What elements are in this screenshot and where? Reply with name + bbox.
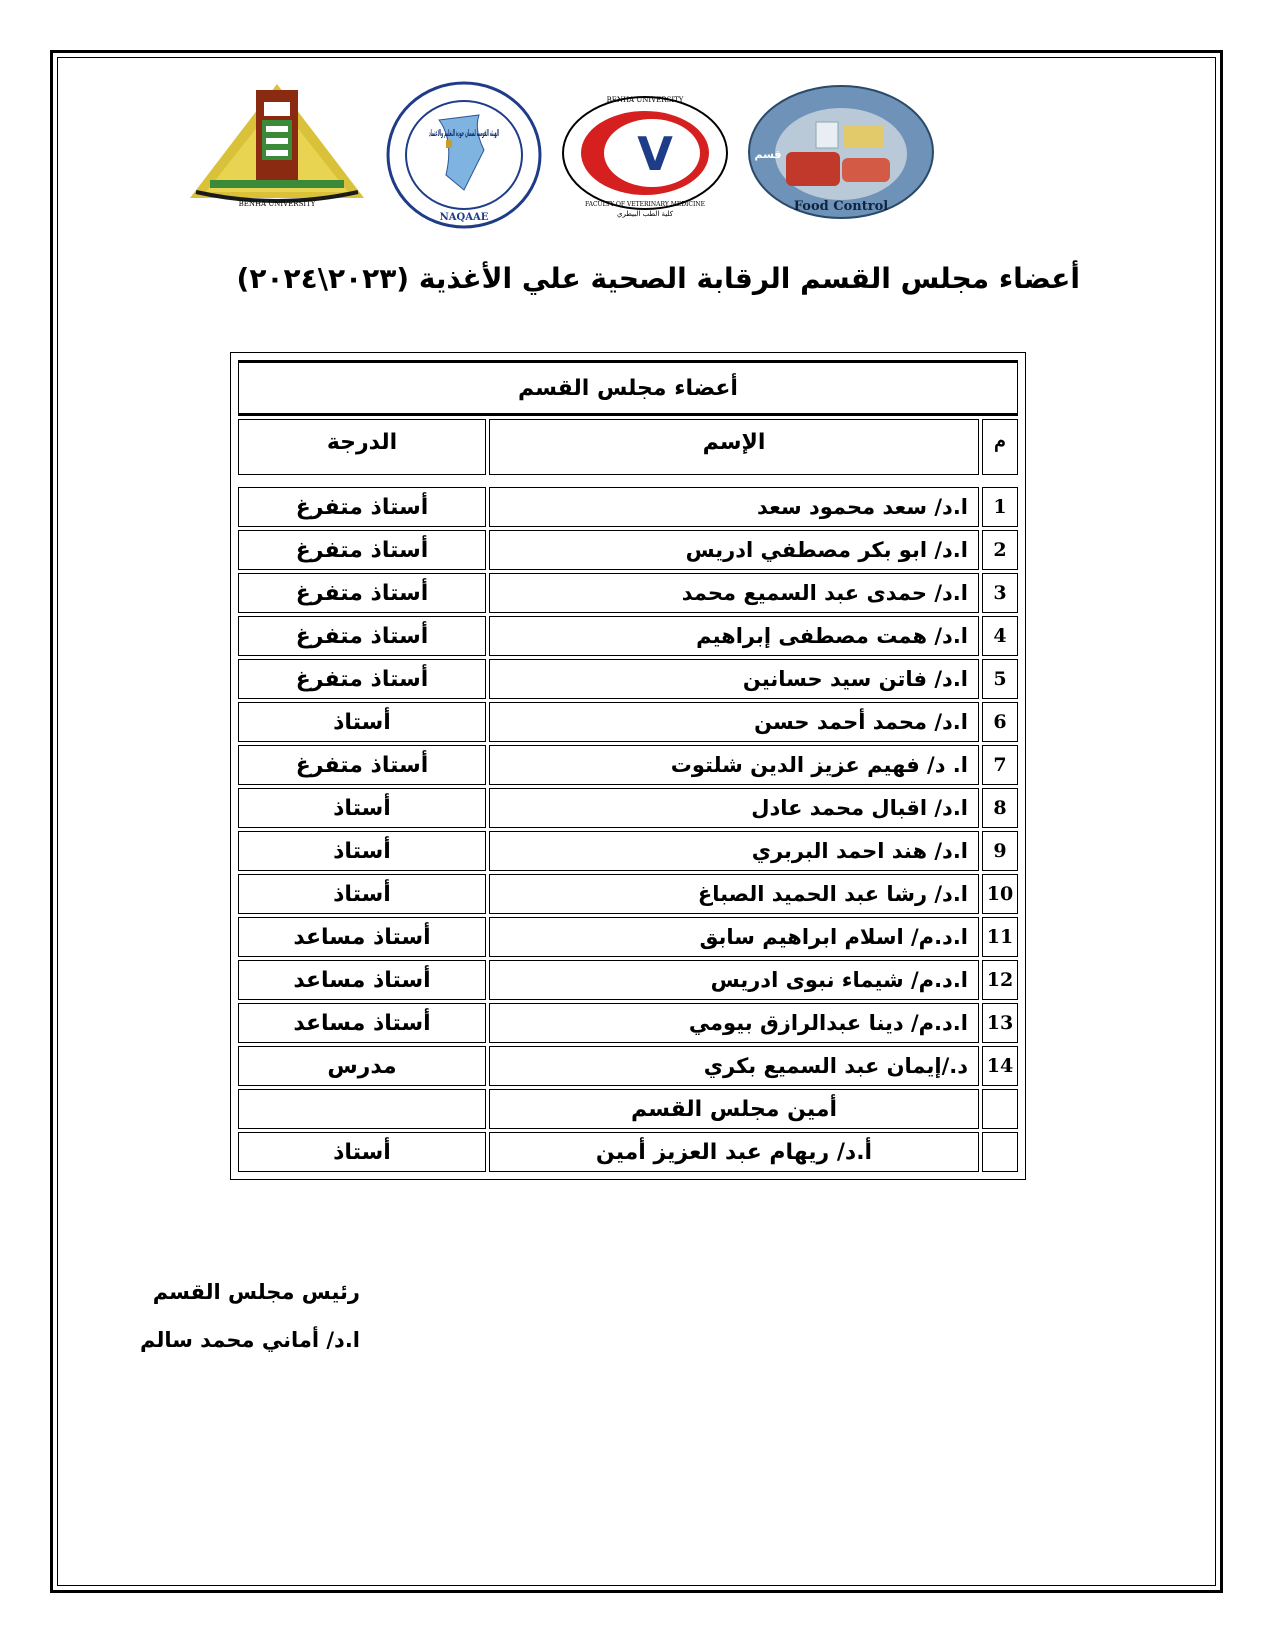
row-number: 10 — [982, 874, 1018, 914]
row-number: 14 — [982, 1046, 1018, 1086]
member-rank: أستاذ متفرغ — [238, 616, 486, 656]
table-row — [238, 874, 1018, 914]
member-rank: أستاذ متفرغ — [238, 573, 486, 613]
table-header-row — [238, 419, 1018, 475]
row-number: 2 — [982, 530, 1018, 570]
naqaae-logo — [384, 80, 544, 230]
food-control-arabic: قسم — [754, 148, 782, 161]
row-number: 8 — [982, 788, 1018, 828]
signature-block — [120, 1268, 360, 1364]
member-rank: أستاذ مساعد — [238, 1003, 486, 1043]
row-number: 5 — [982, 659, 1018, 699]
table-row — [238, 487, 1018, 527]
secretary-rank: أستاذ — [238, 1132, 486, 1172]
member-rank: أستاذ — [238, 788, 486, 828]
logo-bar — [0, 80, 1275, 230]
member-rank: مدرس — [238, 1046, 486, 1086]
table-rows — [238, 487, 1018, 1086]
member-rank: أستاذ — [238, 831, 486, 871]
row-number: 7 — [982, 745, 1018, 785]
member-rank: أستاذ متفرغ — [238, 745, 486, 785]
member-name: ا.د/ محمد أحمد حسن — [489, 702, 979, 742]
vet-ring-bottom-text: FACULTY OF VETERINARY MEDICINE — [584, 201, 706, 208]
table-row — [238, 1046, 1018, 1086]
table-row — [238, 616, 1018, 656]
table-row — [238, 831, 1018, 871]
member-name: ا.د/ اقبال محمد عادل — [489, 788, 979, 828]
vet-letter: V — [637, 127, 673, 181]
column-header-num: م — [982, 419, 1018, 475]
table-row — [238, 960, 1018, 1000]
row-number: 11 — [982, 917, 1018, 957]
row-number: 3 — [982, 573, 1018, 613]
member-name: ا.د/ فاتن سيد حسانين — [489, 659, 979, 699]
council-members-table — [230, 352, 1026, 1180]
row-number: 1 — [982, 487, 1018, 527]
page-title: أعضاء مجلس القسم الرقابة الصحية علي الأغذية (٢٠٢٣\٢٠٢٤) — [236, 262, 1080, 295]
row-number: 9 — [982, 831, 1018, 871]
signature-role: رئيس مجلس القسم — [152, 1280, 360, 1304]
member-name: ا.د/ ابو بكر مصطفي ادريس — [489, 530, 979, 570]
member-rank: أستاذ متفرغ — [238, 659, 486, 699]
row-number: 13 — [982, 1003, 1018, 1043]
table-row — [238, 573, 1018, 613]
table-caption: أعضاء مجلس القسم — [238, 360, 1018, 416]
secretary-label: أمين مجلس القسم — [489, 1089, 979, 1129]
table-row — [238, 702, 1018, 742]
member-rank: أستاذ متفرغ — [238, 487, 486, 527]
table-row — [238, 659, 1018, 699]
secretary-label-num-cell — [982, 1089, 1018, 1129]
row-number: 4 — [982, 616, 1018, 656]
secretary-label-rank-cell — [238, 1089, 486, 1129]
member-rank: أستاذ مساعد — [238, 960, 486, 1000]
member-rank: أستاذ مساعد — [238, 917, 486, 957]
benha-university-logo — [186, 80, 368, 210]
table-row — [238, 745, 1018, 785]
member-name: ا.د/ رشا عبد الحميد الصباغ — [489, 874, 979, 914]
column-header-rank: الدرجة — [238, 419, 486, 475]
vet-ring-top-text: BENHA UNIVERSITY — [606, 96, 684, 104]
member-name: ا.د/ حمدى عبد السميع محمد — [489, 573, 979, 613]
member-rank: أستاذ — [238, 702, 486, 742]
member-name: ا.د.م/ دينا عبدالرازق بيومي — [489, 1003, 979, 1043]
column-header-name: الإسم — [489, 419, 979, 475]
member-rank: أستاذ — [238, 874, 486, 914]
member-rank: أستاذ متفرغ — [238, 530, 486, 570]
member-name: ا.د/ همت مصطفى إبراهيم — [489, 616, 979, 656]
table-row — [238, 917, 1018, 957]
table-row — [238, 788, 1018, 828]
member-name: ا.د/ سعد محمود سعد — [489, 487, 979, 527]
benha-logo-text: BENHA UNIVERSITY — [238, 200, 316, 208]
table-row — [238, 1003, 1018, 1043]
vet-arabic-text: كلية الطب البيطري — [616, 210, 674, 218]
row-number: 6 — [982, 702, 1018, 742]
secretary-num-cell — [982, 1132, 1018, 1172]
member-name: ا. د/ فهيم عزيز الدين شلتوت — [489, 745, 979, 785]
table-spacer — [238, 478, 1018, 484]
food-control-logo — [746, 82, 936, 222]
food-control-text: Food Control — [793, 199, 889, 214]
secretary-row — [238, 1132, 1018, 1172]
table-row — [238, 530, 1018, 570]
member-name: د./إيمان عبد السميع بكري — [489, 1046, 979, 1086]
naqaae-short-text: NAQAAE — [439, 212, 489, 223]
member-name: ا.د.م/ شيماء نبوى ادريس — [489, 960, 979, 1000]
row-number: 12 — [982, 960, 1018, 1000]
members-table — [235, 357, 1021, 1175]
naqaae-arabic-text: الهيئة القومية لضمان جودة التعليم والاعتماد — [429, 129, 499, 139]
secretary-name: أ.د/ ريهام عبد العزيز أمين — [489, 1132, 979, 1172]
signature-name: ا.د/ أماني محمد سالم — [139, 1328, 360, 1352]
member-name: ا.د.م/ اسلام ابراهيم سابق — [489, 917, 979, 957]
vet-medicine-logo — [560, 88, 730, 218]
member-name: ا.د/ هند احمد البربري — [489, 831, 979, 871]
table-caption-row — [238, 360, 1018, 416]
secretary-label-row — [238, 1089, 1018, 1129]
